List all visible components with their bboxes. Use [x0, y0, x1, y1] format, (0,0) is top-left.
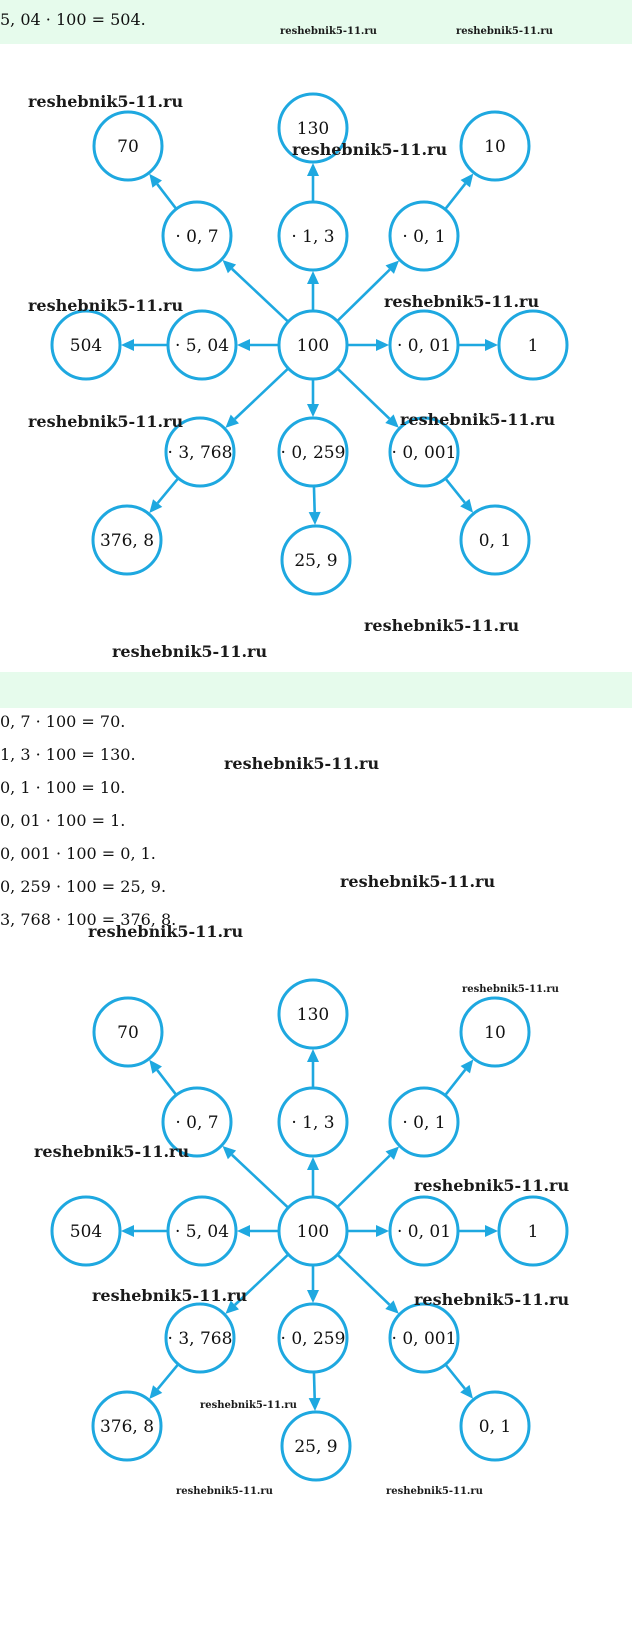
- operation-node-label: · 3, 768: [167, 443, 233, 463]
- operation-node: [390, 311, 458, 379]
- operation-node-label: · 1, 3: [291, 1113, 335, 1133]
- center-node: [279, 1197, 347, 1265]
- result-node: [52, 1197, 120, 1265]
- middle-highlight-band: [0, 672, 632, 708]
- result-node: [282, 526, 350, 594]
- center-node-label: 100: [296, 1222, 330, 1242]
- arrow-line: [446, 479, 465, 502]
- operation-node-label: · 1, 3: [291, 227, 335, 247]
- operation-node-label: · 0, 259: [280, 1329, 346, 1349]
- arrow-head: [149, 1060, 162, 1074]
- result-node: [94, 112, 162, 180]
- watermark: reshebnik5-11.ru: [414, 1290, 570, 1309]
- result-node-label: 0, 1: [478, 531, 512, 551]
- operation-node: [279, 202, 347, 270]
- arrow-head: [376, 339, 389, 351]
- result-node: [52, 311, 120, 379]
- watermark: reshebnik5-11.ru: [112, 642, 268, 661]
- center-node: [279, 311, 347, 379]
- result-node-label: 1: [527, 1222, 539, 1242]
- operation-node: [279, 418, 347, 486]
- arrow-head: [307, 1157, 319, 1170]
- result-node-label: 1: [527, 336, 539, 356]
- result-node-label: 25, 9: [294, 1437, 338, 1457]
- result-node-label: 25, 9: [294, 551, 338, 571]
- watermark: reshebnik5-11.ru: [28, 412, 184, 431]
- arrow-line: [446, 1365, 465, 1388]
- result-node-label: 70: [117, 1023, 139, 1043]
- result-node: [282, 1412, 350, 1480]
- arrow-line: [338, 369, 389, 418]
- center-node-label: 100: [296, 336, 330, 356]
- result-node-label: 0, 1: [478, 1417, 512, 1437]
- watermark: reshebnik5-11.ru: [176, 1486, 273, 1497]
- result-node-label: 376, 8: [99, 1417, 155, 1437]
- arrow-head: [485, 1225, 498, 1237]
- watermark: reshebnik5-11.ru: [28, 296, 184, 315]
- operation-node: [390, 1304, 458, 1372]
- arrow-line: [446, 1070, 466, 1095]
- equation-line: 0, 01 · 100 = 1.: [0, 811, 126, 830]
- watermark: reshebnik5-11.ru: [224, 754, 380, 773]
- watermark: reshebnik5-11.ru: [364, 616, 520, 635]
- result-node-label: 10: [484, 137, 506, 157]
- result-node: [461, 112, 529, 180]
- result-node: [499, 1197, 567, 1265]
- arrow-line: [314, 1373, 315, 1398]
- arrow-line: [314, 487, 315, 512]
- equation-line: 0, 1 · 100 = 10.: [0, 778, 126, 797]
- result-node-label: 10: [484, 1023, 506, 1043]
- operation-node: [166, 1304, 234, 1372]
- operation-node-label: · 0, 259: [280, 443, 346, 463]
- arrow-head: [149, 174, 162, 188]
- result-node: [461, 506, 529, 574]
- watermark: reshebnik5-11.ru: [200, 1400, 297, 1411]
- operation-node-label: · 5, 04: [174, 336, 230, 356]
- arrow-line: [338, 1255, 389, 1304]
- arrow-head: [237, 1225, 250, 1237]
- watermark: reshebnik5-11.ru: [88, 922, 244, 941]
- operation-node-label: · 0, 1: [402, 227, 446, 247]
- operation-node-label: · 0, 7: [175, 227, 219, 247]
- arrow-line: [338, 270, 390, 321]
- equation-line: 1, 3 · 100 = 130.: [0, 745, 136, 764]
- watermark: reshebnik5-11.ru: [386, 1486, 483, 1497]
- result-node-label: 70: [117, 137, 139, 157]
- result-node: [93, 506, 161, 574]
- watermark: reshebnik5-11.ru: [340, 872, 496, 891]
- operation-node-label: · 5, 04: [174, 1222, 230, 1242]
- operation-node-label: · 0, 7: [175, 1113, 219, 1133]
- watermark: reshebnik5-11.ru: [414, 1176, 570, 1195]
- arrow-line: [235, 369, 288, 419]
- operation-node-label: · 0, 01: [396, 336, 452, 356]
- operation-node: [390, 202, 458, 270]
- result-node: [499, 311, 567, 379]
- watermark: reshebnik5-11.ru: [292, 140, 448, 159]
- watermark: reshebnik5-11.ru: [92, 1286, 248, 1305]
- equation-line: 3, 768 · 100 = 376, 8.: [0, 910, 177, 929]
- arrow-line: [157, 1070, 176, 1094]
- arrow-head: [309, 1398, 321, 1411]
- operation-node: [390, 1197, 458, 1265]
- operation-node: [390, 1088, 458, 1156]
- arrow-line: [338, 1156, 390, 1207]
- arrow-head: [307, 1049, 319, 1062]
- arrow-line: [157, 184, 176, 208]
- watermark: reshebnik5-11.ru: [280, 26, 377, 37]
- operation-node-label: · 0, 1: [402, 1113, 446, 1133]
- arrow-head: [376, 1225, 389, 1237]
- operation-node: [279, 1304, 347, 1372]
- equation-line: 0, 259 · 100 = 25, 9.: [0, 877, 167, 896]
- arrow-head: [237, 339, 250, 351]
- arrow-head: [121, 1225, 134, 1237]
- watermark: reshebnik5-11.ru: [400, 410, 556, 429]
- equation-line: 0, 001 · 100 = 0, 1.: [0, 844, 156, 863]
- result-node-label: 504: [69, 1222, 103, 1242]
- result-node: [93, 1392, 161, 1460]
- arrow-line: [232, 1155, 288, 1207]
- result-node-label: 130: [296, 119, 330, 139]
- arrow-head: [307, 404, 319, 417]
- result-node: [279, 980, 347, 1048]
- operation-node-label: · 0, 001: [391, 1329, 457, 1349]
- operation-node: [279, 1088, 347, 1156]
- result-node: [461, 1392, 529, 1460]
- arrow-head: [485, 339, 498, 351]
- operation-node: [168, 1197, 236, 1265]
- multiplication-diagram-2: [0, 946, 632, 1506]
- operation-node: [163, 202, 231, 270]
- arrow-line: [232, 269, 288, 321]
- arrow-line: [158, 1365, 178, 1389]
- arrow-line: [158, 479, 178, 503]
- operation-node-label: · 3, 768: [167, 1329, 233, 1349]
- result-node-label: 376, 8: [99, 531, 155, 551]
- result-node: [94, 998, 162, 1066]
- watermark: reshebnik5-11.ru: [456, 26, 553, 37]
- arrow-head: [307, 163, 319, 176]
- watermark: reshebnik5-11.ru: [28, 92, 184, 111]
- result-node: [461, 998, 529, 1066]
- equation-line: 0, 7 · 100 = 70.: [0, 712, 126, 731]
- result-node-label: 504: [69, 336, 103, 356]
- watermark: reshebnik5-11.ru: [34, 1142, 190, 1161]
- top-equation: 5, 04 · 100 = 504.: [0, 10, 146, 29]
- watermark: reshebnik5-11.ru: [462, 984, 559, 995]
- watermark: reshebnik5-11.ru: [384, 292, 540, 311]
- arrow-head: [307, 271, 319, 284]
- arrow-head: [121, 339, 134, 351]
- arrow-head: [307, 1290, 319, 1303]
- arrow-line: [446, 184, 466, 209]
- arrow-head: [309, 512, 321, 525]
- result-node-label: 130: [296, 1005, 330, 1025]
- operation-node-label: · 0, 001: [391, 443, 457, 463]
- operation-node: [168, 311, 236, 379]
- operation-node-label: · 0, 01: [396, 1222, 452, 1242]
